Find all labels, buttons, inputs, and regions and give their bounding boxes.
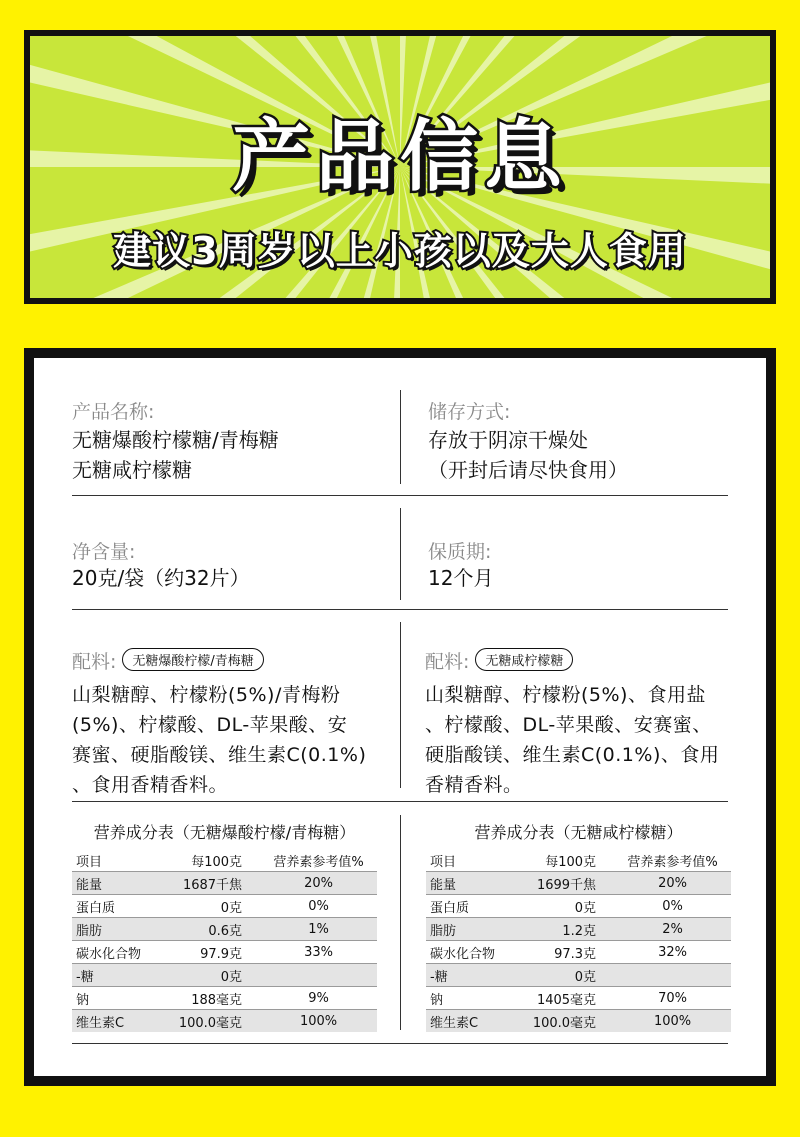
page-subtitle: 建议3周岁以上小孩以及大人食用 [113,229,687,273]
section-divider [72,801,728,802]
table-cell [260,964,377,987]
ingredients-line: 赛蜜、硬脂酸镁、维生素C(0.1%) [72,744,367,766]
table-row [72,872,377,895]
table-cell: 营养素参考值% [627,854,718,870]
table-cell: 营养素参考值% [273,854,364,870]
table-row [426,918,731,941]
table-cell: 能量 [72,872,159,895]
table-cell: 每100克 [545,854,597,870]
table-cell: 97.9克 [159,941,260,964]
table-cell: 碳水化合物 [72,941,159,964]
table-row [72,964,377,987]
ingredients-label-left [72,647,264,674]
nutrition-table [426,849,731,1032]
product-name-label: 产品名称: [72,401,155,423]
header-banner [24,30,776,304]
net-weight-label: 净含量: [72,541,136,563]
table-cell: 1.2克 [513,918,614,941]
ingredients-line: 山梨糖醇、柠檬粉(5%)、食用盐 [425,684,706,706]
shelf-life-label: 保质期: [428,541,492,563]
table-cell: 维生素C [72,1010,159,1033]
table-row [426,987,731,1010]
table-cell: 0克 [159,895,260,918]
table-row [426,1010,731,1033]
table-cell: 1% [260,918,377,941]
section-divider [72,609,728,610]
ingredients-line: 山梨糖醇、柠檬粉(5%)/青梅粉 [72,684,341,706]
ingredients-line: 、食用香精香料。 [72,774,229,796]
ingredients-line: 硬脂酸镁、维生素C(0.1%)、食用 [425,744,720,766]
table-cell: 100% [260,1010,377,1033]
storage-label: 储存方式: [428,401,511,423]
product-name-value [72,425,279,485]
column-divider [400,815,401,1030]
section-divider [72,1043,728,1044]
table-cell: 100.0毫克 [513,1010,614,1033]
section-divider [72,495,728,496]
table-cell: 1405毫克 [513,987,614,1010]
table-cell: 每100克 [191,854,243,870]
table-row [72,941,377,964]
product-name-line: 无糖爆酸柠檬糖/青梅糖 [72,428,279,452]
table-cell: 0% [614,895,731,918]
table-cell: 20% [614,872,731,895]
product-name-line: 无糖咸柠檬糖 [72,458,192,482]
table-cell: 项目 [76,854,103,870]
table-row [426,895,731,918]
table-cell: 9% [260,987,377,1010]
table-cell: 钠 [426,987,513,1010]
table-cell: 0% [260,895,377,918]
nutrition-table-right [426,820,731,1032]
table-row [426,964,731,987]
table-row [72,895,377,918]
table-cell: 97.3克 [513,941,614,964]
table-cell: 维生素C [426,1010,513,1033]
table-cell: 20% [260,872,377,895]
table-row [72,918,377,941]
nutrition-title: 营养成分表（无糖爆酸柠檬/青梅糖） [93,823,356,842]
ingredients-text-right [425,680,719,800]
net-weight-value: 20克/袋（约32片） [72,566,250,590]
table-cell: 能量 [426,872,513,895]
variant-tag: 无糖咸柠檬糖 [475,648,573,671]
ingredients-label-text: 配料: [72,651,117,673]
table-cell: 项目 [430,854,457,870]
table-cell [614,964,731,987]
table-cell: 脂肪 [426,918,513,941]
ingredients-label-text: 配料: [425,651,470,673]
column-divider [400,622,401,788]
table-cell: 蛋白质 [426,895,513,918]
table-cell: 0克 [159,964,260,987]
nutrition-table-left [72,820,377,1032]
table-row [426,849,731,872]
nutrition-table [72,849,377,1032]
table-cell: 0克 [513,895,614,918]
table-cell: 2% [614,918,731,941]
table-row [72,1010,377,1033]
table-cell: 0克 [513,964,614,987]
table-cell: 蛋白质 [72,895,159,918]
table-row [72,987,377,1010]
ingredients-line: 香精香料。 [425,774,523,796]
storage-line: （开封后请尽快食用） [428,458,628,482]
variant-tag: 无糖爆酸柠檬/青梅糖 [122,648,263,671]
table-cell: 100% [614,1010,731,1033]
table-row [426,872,731,895]
table-cell: -糖 [426,964,513,987]
table-cell: 33% [260,941,377,964]
storage-value [428,425,628,485]
column-divider [400,390,401,484]
nutrition-title: 营养成分表（无糖咸柠檬糖） [474,823,683,842]
table-cell: 1699千焦 [513,872,614,895]
storage-line: 存放于阴凉干燥处 [428,428,588,452]
table-row [72,849,377,872]
table-cell: 1687千焦 [159,872,260,895]
table-cell: 碳水化合物 [426,941,513,964]
ingredients-line: 、柠檬酸、DL-苹果酸、安赛蜜、 [425,714,712,736]
table-cell: 70% [614,987,731,1010]
table-cell: -糖 [72,964,159,987]
shelf-life-value: 12个月 [428,566,494,590]
table-cell: 188毫克 [159,987,260,1010]
table-cell: 钠 [72,987,159,1010]
table-cell: 100.0毫克 [159,1010,260,1033]
column-divider [400,508,401,600]
table-row [426,941,731,964]
ingredients-label-right [425,647,573,674]
ingredients-text-left [72,680,366,800]
page-title: 产品信息 [231,112,568,202]
table-cell: 0.6克 [159,918,260,941]
table-cell: 脂肪 [72,918,159,941]
ingredients-line: (5%)、柠檬酸、DL-苹果酸、安 [72,714,348,736]
table-cell: 32% [614,941,731,964]
